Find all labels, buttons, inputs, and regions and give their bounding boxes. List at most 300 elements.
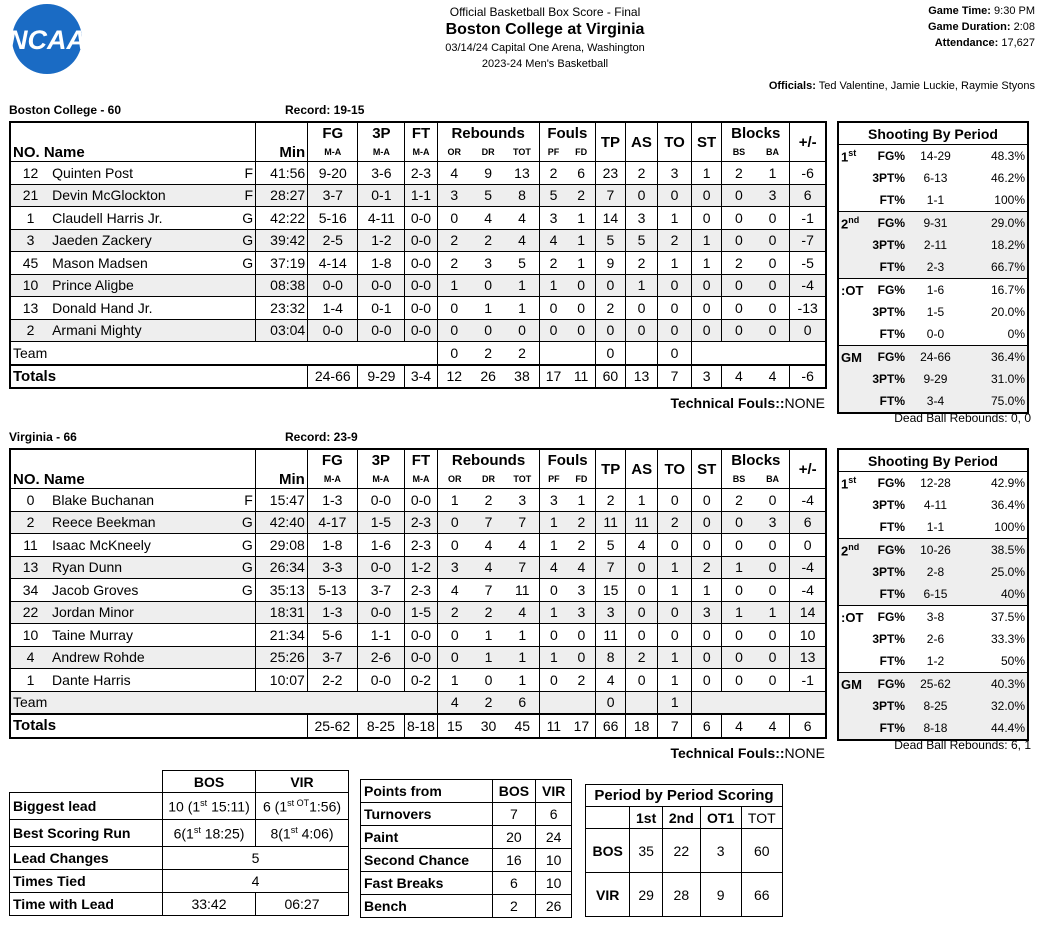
player-or: 1: [437, 489, 471, 512]
shooting-made-att: 1-2: [926, 654, 945, 668]
col-spacer: [255, 449, 307, 470]
shooting-made-att: 0-0: [926, 327, 945, 341]
totals-tot: 38: [514, 368, 530, 385]
player-plus-minus: 14: [790, 601, 826, 624]
shooting-row: [838, 494, 1028, 516]
player-3p: 0-0: [357, 489, 404, 512]
player-st: 1: [692, 579, 722, 602]
player-bs: 0: [722, 669, 756, 692]
shooting-stat-label: 3PT%: [872, 372, 905, 386]
totals-bs: 4: [722, 714, 756, 738]
player-number: 1: [26, 671, 35, 688]
player-pf: 0: [539, 297, 567, 320]
player-tp: 4: [596, 669, 626, 692]
player-tp: 7: [595, 184, 625, 207]
points-from-bos: 16: [492, 849, 536, 872]
player-fd: 2: [577, 671, 586, 688]
shooting-pct: 37.5%: [990, 610, 1025, 624]
player-st: 2: [692, 556, 722, 579]
period-1st: 35: [630, 829, 662, 873]
totals-pf: 17: [539, 365, 567, 389]
player-tot: 7: [518, 559, 527, 576]
player-row: [10, 229, 826, 252]
totals-plus-minus: 6: [790, 714, 826, 738]
points-from-label: Bench: [361, 895, 493, 918]
totals-3p: 9-29: [358, 365, 405, 389]
player-name: Jacob Groves: [52, 581, 139, 598]
points-from-row: [361, 895, 572, 918]
player-min: 41:56: [256, 162, 308, 185]
player-bs: 1: [722, 601, 756, 624]
shooting-row: [838, 234, 1028, 256]
shooting-row: [838, 695, 1028, 717]
player-as: 0: [626, 624, 658, 647]
player-bs: 0: [722, 534, 756, 557]
player-fd: 4: [577, 559, 586, 576]
player-tp: 5: [595, 229, 625, 252]
shooting-by-period-title: Shooting By Period: [838, 449, 1028, 472]
player-ft: 1-2: [404, 556, 437, 579]
player-number: 21: [22, 187, 39, 204]
col-ft: FT: [405, 122, 437, 143]
player-fg: 0-0: [308, 319, 358, 342]
shooting-pct: 66.7%: [990, 260, 1025, 274]
player-or: 1: [437, 669, 471, 692]
player-position: F: [244, 164, 254, 181]
player-as: 5: [625, 229, 657, 252]
player-ba: 0: [768, 277, 777, 294]
times-tied-label: Times Tied: [10, 870, 163, 893]
team-record: Record: 23-9: [285, 430, 358, 444]
team-tot: 6: [518, 694, 527, 711]
player-3p: 1-8: [358, 252, 405, 275]
player-fd: 2: [577, 187, 585, 204]
player-plus-minus: 0: [790, 319, 826, 342]
period-2nd: 22: [662, 829, 700, 873]
shooting-pct: 29.0%: [990, 216, 1025, 230]
col-spacer: [10, 122, 256, 143]
player-number: 10: [22, 626, 39, 643]
game-time-label: Game Time:: [928, 5, 991, 17]
shooting-by-period: [837, 121, 1029, 414]
points-from-vir: 10: [536, 849, 572, 872]
header-center: [300, 4, 790, 72]
player-as: 0: [625, 184, 657, 207]
player-row: [10, 601, 826, 624]
season-line: 2023-24 Men's Basketball: [481, 58, 609, 70]
points-from-label: Paint: [361, 826, 493, 849]
player-or: 0: [437, 624, 471, 647]
shooting-row: [838, 606, 1028, 629]
player-dr: 4: [484, 536, 493, 553]
player-dr: 2: [484, 491, 493, 508]
col-plus-minus: +/-: [790, 449, 826, 489]
player-ft: 2-3: [404, 534, 437, 557]
player-row: [10, 579, 826, 602]
player-ba: 0: [768, 536, 777, 553]
player-tp: 3: [596, 601, 626, 624]
team-tot: 2: [518, 344, 526, 361]
player-number: 2: [26, 514, 35, 531]
shooting-stat-label: 3PT%: [872, 699, 905, 713]
player-name-cell: [50, 489, 255, 512]
team-to: 1: [658, 691, 692, 714]
shooting-pct: 31.0%: [990, 372, 1025, 386]
period-tot: 66: [741, 873, 782, 917]
col-tp: TP: [595, 122, 625, 162]
player-st: 0: [692, 184, 722, 207]
player-name-cell: [50, 556, 255, 579]
biggest-lead-label: Biggest lead: [10, 793, 163, 820]
player-dr: 1: [484, 626, 493, 643]
player-name-cell: [50, 534, 255, 557]
player-row: [10, 184, 826, 207]
team-row-label: Team: [13, 694, 48, 711]
player-fd: 2: [577, 514, 586, 531]
shooting-row: [838, 301, 1028, 323]
player-name: Blake Buchanan: [52, 491, 155, 508]
shooting-stat-label: 3PT%: [872, 171, 905, 185]
player-position: G: [241, 536, 253, 553]
game-stats-col-vir: VIR: [256, 771, 349, 793]
player-number: 12: [22, 164, 39, 181]
period-scoring-table: [585, 784, 783, 917]
player-ft: 0-0: [404, 624, 437, 647]
player-plus-minus: -4: [790, 579, 826, 602]
shooting-stat-label: FG%: [877, 283, 905, 297]
player-fg: 1-4: [308, 297, 358, 320]
player-pf: 0: [540, 624, 568, 647]
player-fg: 0-0: [308, 274, 358, 297]
player-min: 28:27: [256, 184, 308, 207]
team-or: 0: [437, 342, 471, 365]
player-to: 3: [658, 162, 692, 185]
player-ft: 0-0: [405, 297, 437, 320]
player-tot: 1: [518, 671, 527, 688]
col-to: TO: [658, 449, 692, 489]
col-3p-ma: M-A: [357, 470, 404, 489]
player-or: 2: [437, 601, 471, 624]
col-st: ST: [692, 122, 722, 162]
player-as: 0: [626, 601, 658, 624]
player-tp: 2: [596, 489, 626, 512]
totals-row: [10, 365, 826, 389]
player-pf: 1: [540, 534, 568, 557]
col-dr: DR: [481, 147, 495, 157]
period-ot1: 9: [700, 873, 741, 917]
player-dr: 1: [484, 649, 493, 666]
shooting-pct: 100%: [994, 520, 1025, 534]
team-to: 0: [658, 342, 692, 365]
col-ft-ma: M-A: [404, 470, 437, 489]
player-position: G: [242, 232, 254, 249]
col-pf: PF: [540, 470, 568, 489]
player-bs: 0: [722, 319, 756, 342]
player-tot: 13: [514, 164, 530, 181]
shooting-made-att: 9-31: [923, 216, 948, 230]
shooting-stat-label: FT%: [879, 721, 905, 735]
player-plus-minus: -6: [790, 162, 826, 185]
player-ba: 0: [768, 649, 777, 666]
totals-as: 18: [626, 714, 658, 738]
team-record: Record: 19-15: [285, 103, 365, 117]
player-ba: 0: [768, 254, 777, 271]
player-as: 0: [626, 669, 658, 692]
player-ft: 0-0: [405, 319, 437, 342]
shooting-made-att: 8-25: [923, 699, 948, 713]
player-name-cell: [50, 624, 255, 647]
player-or: 4: [437, 162, 471, 185]
period-label: 1st: [841, 474, 857, 492]
player-name: Armani Mighty: [52, 322, 142, 339]
shooting-made-att: 6-13: [923, 171, 948, 185]
box-score-table: [9, 448, 827, 739]
shooting-stat-label: FG%: [877, 350, 905, 364]
player-number: 34: [22, 581, 39, 598]
shooting-pct: 38.5%: [990, 543, 1025, 557]
technical-fouls: [9, 745, 825, 761]
col-no-name: NO. Name: [13, 143, 85, 161]
period-1st: 29: [630, 873, 662, 917]
technical-fouls-value: NONE: [784, 395, 825, 411]
player-fd: 3: [577, 581, 586, 598]
team-section-bc: [9, 103, 1033, 425]
player-ba: 0: [768, 299, 777, 316]
player-pf: 1: [540, 511, 568, 534]
player-ft: 2-3: [404, 511, 437, 534]
player-fd: 0: [577, 299, 585, 316]
player-to: 2: [658, 229, 692, 252]
player-dr: 5: [484, 187, 493, 204]
points-from-vir: 26: [536, 895, 572, 918]
col-ba: BA: [766, 147, 780, 157]
player-dr: 2: [484, 232, 493, 249]
shooting-pct: 46.2%: [990, 171, 1025, 185]
shooting-stat-label: 3PT%: [872, 305, 905, 319]
player-pf: 1: [540, 601, 568, 624]
logo-text: NCAA: [8, 25, 86, 55]
col-fg-ma: M-A: [307, 470, 357, 489]
player-ba: 0: [768, 491, 777, 508]
totals-pf: 11: [540, 714, 568, 738]
shooting-stat-label: FT%: [879, 260, 905, 274]
player-name: Isaac McKneely: [52, 536, 151, 553]
technical-fouls-label: Technical Fouls::: [670, 395, 785, 411]
period-tot: 60: [741, 829, 782, 873]
player-ba: 0: [768, 671, 777, 688]
points-from-table: [360, 779, 572, 918]
totals-row: [10, 714, 826, 738]
col-or: OR: [437, 470, 471, 489]
totals-or: 12: [437, 365, 471, 389]
shooting-made-att: 1-6: [926, 283, 945, 297]
points-from-vir: 6: [536, 803, 572, 826]
player-dr: 3: [484, 254, 493, 271]
player-3p: 0-1: [358, 184, 405, 207]
period-label: :OT: [841, 609, 864, 625]
player-pf: 3: [540, 489, 568, 512]
player-bs: 0: [722, 624, 756, 647]
period-col-ot1: OT1: [700, 807, 741, 829]
points-from-vir: 24: [536, 826, 572, 849]
player-ft: 2-3: [404, 579, 437, 602]
officials: [769, 80, 1035, 92]
totals-tp: 66: [596, 714, 626, 738]
shooting-made-att: 1-5: [926, 305, 945, 319]
bos-time-lead: 33:42: [163, 893, 256, 916]
totals-st: 6: [692, 714, 722, 738]
col-as: AS: [625, 122, 657, 162]
player-name: Ryan Dunn: [52, 559, 123, 576]
player-number: 10: [22, 277, 39, 294]
player-name: Mason Madsen: [52, 254, 148, 271]
player-to: 0: [658, 534, 692, 557]
player-fd: 1: [577, 209, 585, 226]
shooting-stat-label: FT%: [879, 587, 905, 601]
player-tot: 1: [518, 649, 527, 666]
player-as: 2: [625, 252, 657, 275]
player-dr: 7: [484, 581, 493, 598]
totals-fd: 11: [573, 368, 589, 385]
player-ba: 0: [768, 209, 777, 226]
shooting-pct: 0%: [1007, 327, 1025, 341]
player-tp: 15: [596, 579, 626, 602]
shooting-row: [838, 539, 1028, 562]
points-from-label: Turnovers: [361, 803, 493, 826]
player-or: 3: [437, 184, 471, 207]
player-name-cell: [50, 274, 256, 297]
team-tp: 0: [596, 691, 626, 714]
player-number: 11: [23, 536, 38, 553]
totals-ft: 8-18: [404, 714, 437, 738]
totals-tp: 60: [595, 365, 625, 389]
player-or: 1: [437, 274, 471, 297]
player-bs: 0: [722, 579, 756, 602]
player-bs: 0: [722, 229, 756, 252]
player-plus-minus: 6: [790, 184, 826, 207]
player-number: 1: [26, 209, 35, 226]
matchup-title: Boston College at Virginia: [445, 21, 645, 38]
player-or: 2: [437, 252, 471, 275]
col-pf: PF: [539, 143, 567, 162]
player-name-cell: [50, 669, 255, 692]
player-ft: 1-5: [404, 601, 437, 624]
player-tot: 1: [518, 277, 526, 294]
player-to: 1: [658, 669, 692, 692]
player-tot: 11: [515, 581, 530, 598]
player-fd: 0: [577, 322, 585, 339]
player-name: Dante Harris: [52, 671, 131, 688]
player-pf: 4: [539, 229, 567, 252]
player-to: 1: [658, 252, 692, 275]
player-pf: 1: [539, 274, 567, 297]
col-fg-ma: M-A: [308, 143, 358, 162]
player-3p: 1-6: [357, 534, 404, 557]
shooting-pct: 40.3%: [990, 677, 1025, 691]
totals-or: 15: [437, 714, 471, 738]
col-bs: BS: [722, 470, 756, 489]
team-dr: 2: [484, 694, 493, 711]
player-as: 4: [626, 534, 658, 557]
player-3p: 1-1: [357, 624, 404, 647]
player-number: 4: [26, 649, 35, 666]
player-min: 18:31: [255, 601, 307, 624]
player-3p: 0-0: [357, 601, 404, 624]
player-st: 0: [692, 489, 722, 512]
shooting-made-att: 2-8: [926, 565, 945, 579]
shooting-by-period: [837, 448, 1029, 741]
player-or: 4: [437, 579, 471, 602]
player-plus-minus: -1: [790, 207, 826, 230]
shooting-stat-label: FT%: [879, 520, 905, 534]
col-min: Min: [255, 470, 307, 489]
player-fd: 3: [577, 604, 586, 621]
player-fg: 5-6: [307, 624, 357, 647]
shooting-made-att: 10-26: [920, 543, 951, 557]
shooting-row: [838, 189, 1028, 212]
player-row: [10, 534, 826, 557]
col-ft: FT: [404, 449, 437, 470]
team-dr: 2: [484, 344, 493, 361]
points-from-row: [361, 872, 572, 895]
totals-plus-minus: -6: [790, 365, 826, 389]
col-no-name: NO. Name: [13, 470, 85, 488]
player-ba: 1: [768, 604, 777, 621]
lead-changes: 5: [163, 847, 349, 870]
player-bs: 0: [722, 207, 756, 230]
duration-label: Game Duration:: [928, 21, 1011, 33]
shooting-row: [838, 323, 1028, 346]
player-or: 0: [437, 511, 471, 534]
col-fouls: Fouls: [539, 122, 595, 143]
totals-as: 13: [625, 365, 657, 389]
player-to: 1: [658, 579, 692, 602]
player-or: 0: [437, 534, 471, 557]
player-bs: 0: [722, 297, 756, 320]
player-name: Taine Murray: [52, 626, 133, 643]
player-number: 3: [26, 232, 35, 249]
totals-dr: 26: [480, 368, 496, 385]
points-from-label: Fast Breaks: [361, 872, 493, 895]
player-st: 0: [692, 297, 722, 320]
player-st: 0: [692, 624, 722, 647]
player-dr: 0: [484, 671, 493, 688]
player-or: 0: [437, 297, 471, 320]
player-name: Quinten Post: [52, 164, 134, 181]
officials-label: Officials:: [768, 80, 816, 92]
shooting-by-period-title: Shooting By Period: [838, 122, 1028, 145]
team-or: 4: [437, 691, 471, 714]
attendance: 17,627: [1001, 37, 1035, 49]
player-ft: 0-0: [404, 646, 437, 669]
col-min: Min: [256, 143, 308, 162]
game-duration: 2:08: [1013, 21, 1035, 33]
player-name-cell: [50, 162, 256, 185]
player-3p: 3-6: [358, 162, 405, 185]
totals-fg: 24-66: [308, 365, 358, 389]
player-plus-minus: -4: [790, 556, 826, 579]
player-pf: 4: [540, 556, 568, 579]
col-rebounds: Rebounds: [437, 449, 539, 470]
player-3p: 2-6: [357, 646, 404, 669]
player-dr: 7: [484, 514, 493, 531]
player-min: 37:19: [256, 252, 308, 275]
player-as: 0: [626, 579, 658, 602]
player-fg: 9-20: [308, 162, 358, 185]
shooting-stat-label: 3PT%: [872, 238, 905, 252]
player-fg: 1-3: [307, 601, 357, 624]
points-from-row: [361, 849, 572, 872]
